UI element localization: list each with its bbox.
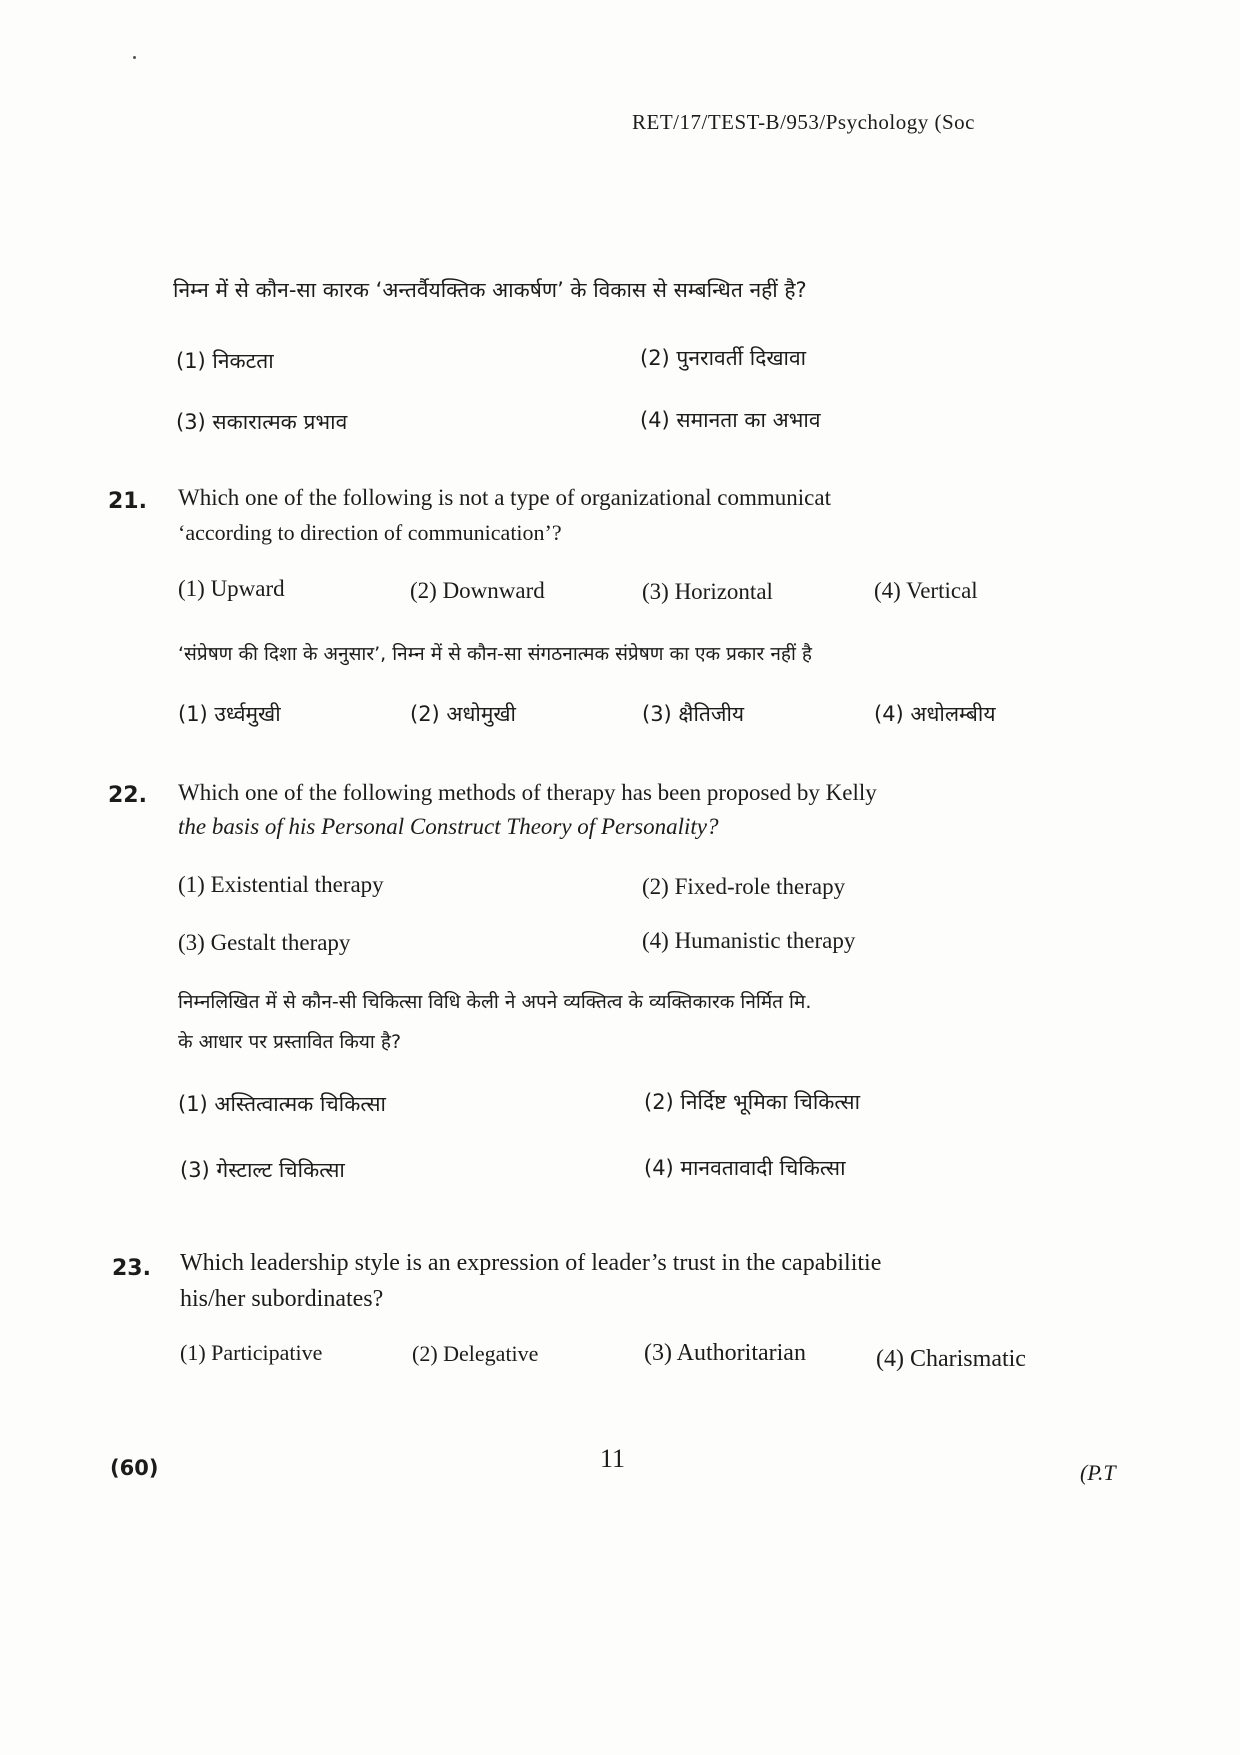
- q22-option-1: (1) Existential therapy: [178, 872, 384, 897]
- paper-code-header: RET/17/TEST-B/953/Psychology (Soc: [632, 110, 975, 134]
- q22-hindi-question-line2: के आधार पर प्रस्तावित किया है?: [178, 1031, 402, 1053]
- q21-hindi-option-1: (1) उर्ध्वमुखी: [178, 702, 281, 726]
- q20-hindi-option-4: (4) समानता का अभाव: [640, 408, 821, 432]
- q21-hindi-option-4: (4) अधोलम्बीय: [874, 702, 996, 726]
- q22-hindi-option-3: (3) गेस्टाल्ट चिकित्सा: [180, 1158, 345, 1182]
- q21-option-1: (1) Upward: [178, 576, 285, 601]
- page-number: 11: [600, 1444, 626, 1473]
- q23-question-line1: Which leadership style is an expression of leader’s trust in the capabilitie: [180, 1250, 882, 1276]
- q23-option-4: (4) Charismatic: [876, 1346, 1026, 1372]
- q20-hindi-option-2: (2) पुनरावर्ती दिखावा: [640, 346, 807, 370]
- q21-option-2: (2) Downward: [410, 578, 545, 603]
- q22-question-line2: the basis of his Personal Construct Theory of Personality?: [178, 814, 719, 839]
- q21-option-3: (3) Horizontal: [642, 579, 773, 604]
- q20-hindi-option-1: (1) निकटता: [176, 349, 274, 373]
- scan-speck: [133, 56, 136, 59]
- q22-option-4: (4) Humanistic therapy: [642, 928, 856, 953]
- q22-number: 22.: [108, 783, 147, 808]
- q22-hindi-option-1: (1) अस्तित्वात्मक चिकित्सा: [178, 1092, 386, 1116]
- q22-hindi-question-line1: निम्नलिखित में से कौन-सी चिकित्सा विधि केली ने अपने व्यक्तित्व के व्यक्तिकारक निर्मित मि.: [178, 991, 812, 1013]
- q21-question-line1: Which one of the following is not a type of organizational communicat: [178, 485, 831, 510]
- please-turn-over: (P.T: [1080, 1460, 1116, 1485]
- q21-option-4: (4) Vertical: [874, 578, 978, 603]
- footer-booklet-code: (60): [110, 1456, 159, 1480]
- q22-option-3: (3) Gestalt therapy: [178, 930, 351, 955]
- q22-question-line1: Which one of the following methods of therapy has been proposed by Kelly: [178, 780, 877, 805]
- q22-hindi-option-2: (2) निर्दिष्ट भूमिका चिकित्सा: [644, 1090, 861, 1114]
- q23-question-line2: his/her subordinates?: [180, 1286, 384, 1312]
- q21-hindi-option-3: (3) क्षैतिजीय: [642, 702, 745, 726]
- q20-hindi-option-3: (3) सकारात्मक प्रभाव: [176, 410, 348, 434]
- q23-option-2: (2) Delegative: [412, 1341, 539, 1366]
- q21-hindi-option-2: (2) अधोमुखी: [410, 702, 516, 726]
- q21-number: 21.: [108, 489, 147, 514]
- q21-hindi-question: ‘संप्रेषण की दिशा के अनुसार’, निम्न में से कौन-सा संगठनात्मक संप्रेषण का एक प्रकार नहीं है: [178, 643, 813, 665]
- q20-hindi-question: निम्न में से कौन-सा कारक ‘अन्तर्वैयक्तिक आकर्षण’ के विकास से सम्बन्धित नहीं है?: [173, 278, 807, 302]
- q23-option-1: (1) Participative: [180, 1340, 323, 1365]
- q23-option-3: (3) Authoritarian: [644, 1340, 806, 1366]
- q21-question-line2: ‘according to direction of communication’?: [178, 520, 562, 545]
- q22-hindi-option-4: (4) मानवतावादी चिकित्सा: [644, 1156, 846, 1180]
- q22-option-2: (2) Fixed-role therapy: [642, 874, 846, 899]
- q23-number: 23.: [112, 1256, 151, 1281]
